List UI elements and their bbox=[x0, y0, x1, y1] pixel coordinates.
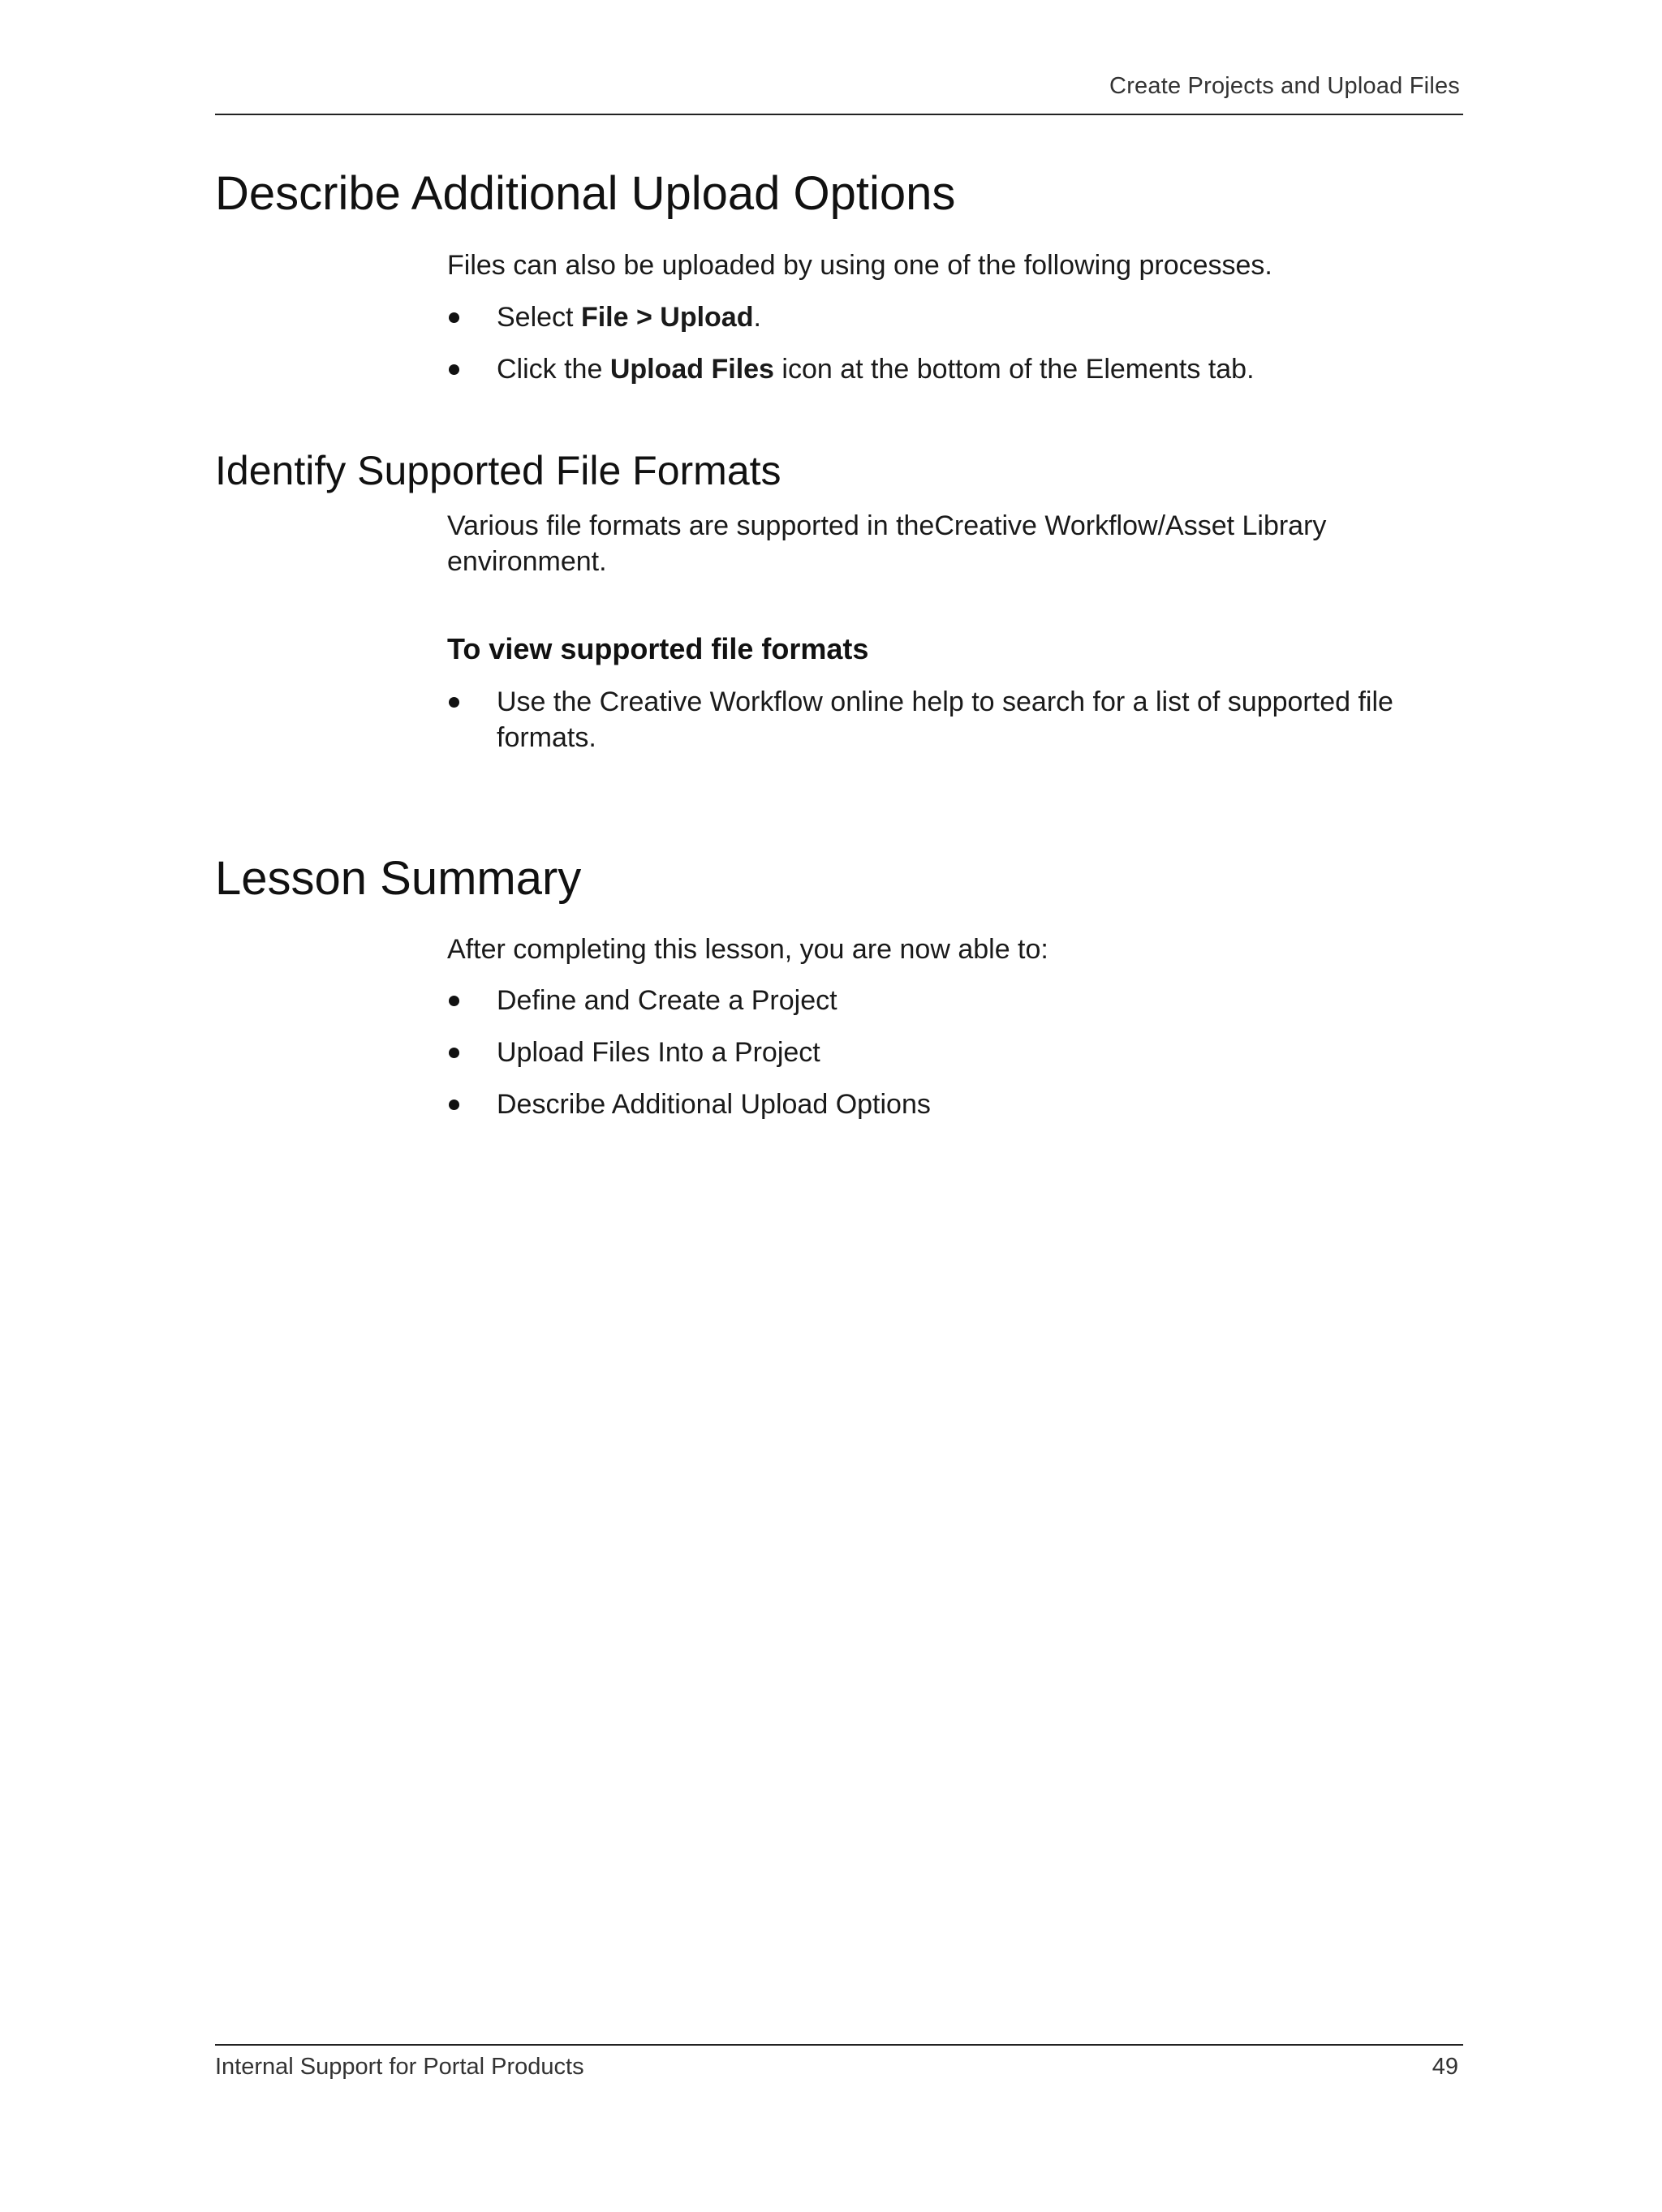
list-item bbox=[447, 684, 1463, 755]
bullet-icon bbox=[449, 1100, 459, 1110]
ui-term: Upload Files bbox=[609, 354, 774, 385]
page-footer bbox=[215, 2044, 1463, 2086]
list-item-text: Use the Creative Workflow online help to search for a list of supported file formats. bbox=[497, 686, 1393, 753]
list-item bbox=[447, 1087, 1463, 1122]
list-item bbox=[447, 1035, 1463, 1070]
bullet-icon bbox=[449, 312, 459, 323]
menu-path: File > Upload bbox=[580, 302, 754, 333]
list-item bbox=[447, 983, 1463, 1018]
section-title-file-formats: Identify Supported File Formats bbox=[215, 448, 781, 493]
list-item-text: Select File > Upload. bbox=[497, 302, 761, 333]
list-item-text: Upload Files Into a Project bbox=[497, 1037, 820, 1068]
list-item-text: Describe Additional Upload Options bbox=[497, 1089, 931, 1120]
list-item-text: Define and Create a Project bbox=[497, 985, 837, 1016]
list-item bbox=[447, 351, 1463, 387]
lesson-summary-intro: After completing this lesson, you are now able to: bbox=[447, 934, 1048, 965]
section-title-lesson-summary: Lesson Summary bbox=[215, 852, 582, 905]
procedure-title: To view supported file formats bbox=[447, 632, 869, 665]
footer-title: Internal Support for Portal Products bbox=[215, 2054, 584, 2080]
bullet-icon bbox=[449, 1048, 459, 1058]
bullet-icon bbox=[449, 364, 459, 375]
bullet-icon bbox=[449, 697, 459, 708]
upload-options-intro: Files can also be uploaded by using one of the following processes. bbox=[447, 250, 1272, 281]
list-item bbox=[447, 299, 1463, 335]
list-item-text: Click the Upload Files icon at the bottom of the Elements tab. bbox=[497, 354, 1255, 385]
file-formats-intro: Various file formats are supported in theCreative Workflow/Asset Library environment. bbox=[447, 510, 1327, 577]
running-header bbox=[215, 71, 1463, 115]
running-header-title: Create Projects and Upload Files bbox=[1109, 73, 1460, 99]
bullet-icon bbox=[449, 996, 459, 1006]
page-number: 49 bbox=[1432, 2054, 1458, 2080]
section-title-upload-options: Describe Additional Upload Options bbox=[215, 167, 956, 220]
